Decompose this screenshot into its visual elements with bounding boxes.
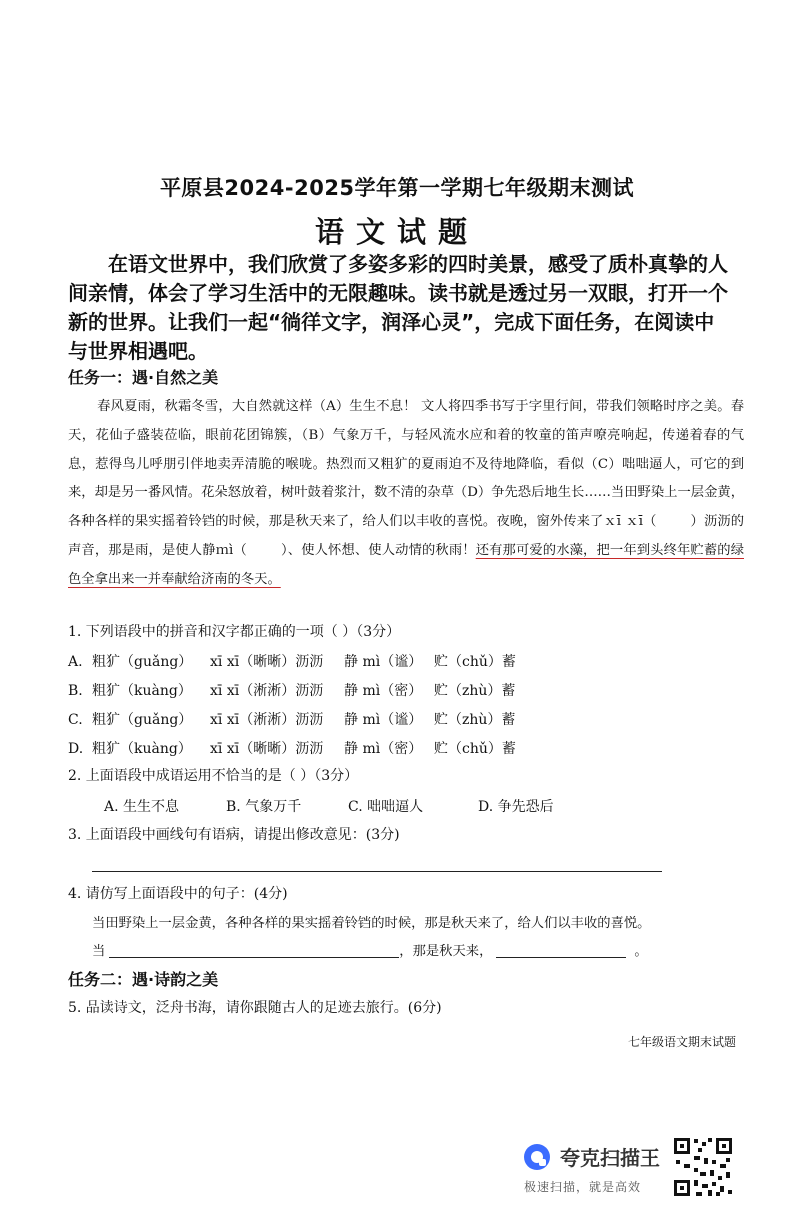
option-label: D. — [68, 741, 84, 757]
answer-blank — [496, 943, 626, 958]
option-cell: xī xī（晰晰）沥沥 — [210, 654, 324, 670]
question-1-stem: 1. 下列语段中的拼音和汉字都正确的一项（ ）（3分） — [68, 624, 401, 640]
question-3-stem: 3. 上面语段中画线句有语病，请提出修改意见：(3分) — [68, 827, 400, 843]
question-1-option-a — [68, 651, 516, 671]
question-2-stem: 2. 上面语段中成语运用不恰当的是（ ）（3分） — [68, 768, 359, 784]
option-cell: xī xī（淅淅）沥沥 — [210, 683, 324, 699]
option-cell: 静 mì（谧） — [344, 712, 423, 728]
choice-b: B. 气象万千 — [226, 799, 302, 815]
intro-paragraph — [68, 250, 728, 366]
question-4-stem: 4. 请仿写上面语段中的句子：(4分) — [68, 886, 288, 902]
imitation-example: 当田野染上一层金黄，各种各样的果实摇着铃铛的时候，那是秋天来了，给人们以丰收的喜悦。 — [92, 916, 651, 931]
answer-blank — [109, 943, 399, 958]
choice-a: A. 生生不息 — [104, 799, 180, 815]
option-cell: 粗犷（kuàng） — [92, 741, 192, 757]
passage-mid1: ）沥沥的声音，那是雨，是使人静ｍì（ — [68, 514, 745, 558]
option-label: A. — [68, 654, 83, 670]
task1-passage — [68, 393, 744, 595]
page-footer: 七年级语文期末试题 — [628, 1035, 737, 1049]
exam-subtitle: 语文试题 — [314, 215, 479, 249]
option-label: B. — [68, 683, 83, 699]
question-1-option-b — [68, 680, 515, 700]
imitation-prefix: 当 — [92, 944, 106, 959]
option-cell: 粗犷（kuàng） — [92, 683, 192, 699]
imitation-answer-row — [92, 940, 648, 959]
exam-title: 平原县2024-2025学年第一学期七年级期末测试 — [159, 176, 635, 200]
option-cell: 贮（zhù）蓄 — [434, 712, 516, 728]
choice-c: C. 咄咄逼人 — [348, 799, 424, 815]
question-2-choices — [104, 796, 554, 816]
intro-text: 在语文世界中，我们欣赏了多姿多彩的四时美景，感受了质朴真挚的人间亲情，体会了学习生活中的无限趣味。读书就是透过另一双眼，打开一个新的世界。让我们一起“徜徉文字，润泽心灵”，完成下面任务，在阅读中与世界相遇吧。 — [68, 252, 728, 363]
option-cell: 粗犷（guǎng） — [92, 712, 193, 728]
option-cell: 贮（chǔ）蓄 — [434, 741, 516, 757]
question-1-option-c — [68, 709, 515, 729]
scanner-watermark — [522, 1136, 742, 1200]
option-cell: 静 mì（谧） — [344, 654, 423, 670]
scanner-slogan: 极速扫描，就是高效 — [524, 1180, 642, 1194]
imitation-middle: ，那是秋天来， — [399, 944, 493, 959]
option-cell: xī xī（淅淅）沥沥 — [210, 712, 324, 728]
question-1-option-d — [68, 738, 516, 758]
option-cell: 贮（zhù）蓄 — [434, 683, 516, 699]
imitation-suffix: 。 — [634, 944, 648, 959]
option-cell: 粗犷（guǎng） — [92, 654, 193, 670]
option-cell: xī xī（晰晰）沥沥 — [210, 741, 324, 757]
task1-heading: 任务一：遇·自然之美 — [68, 368, 219, 387]
option-label: C. — [68, 712, 83, 728]
option-cell: 静 mì（密） — [344, 683, 423, 699]
scanner-name: 夸克扫描王 — [560, 1146, 660, 1170]
option-cell: 静 mì（密） — [344, 741, 423, 757]
passage-mid2: ）、使人怀想、使人动情的秋雨！ — [280, 542, 476, 558]
underlined-sentence: 还有那可爱的水藻，把一年到头终年贮蓄的绿色全拿出来一并奉献给济南的冬天。 — [68, 542, 744, 587]
choice-d: D. 争先恐后 — [478, 799, 554, 815]
scanner-logo-icon — [522, 1142, 552, 1172]
option-cell: 贮（chǔ）蓄 — [434, 654, 516, 670]
passage-main: 春风夏雨，秋霜冬雪，大自然就这样（A）生生不息！ 文人将四季书写于字里行间，带我们领略时序之美。春天，花仙子盛装莅临，眼前花团锦簇，（B）气象万千，与轻风流水应和着的牧童的笛声嘹亮响起，传递着春的气息，惹得鸟儿呼朋引伴地卖弄清脆的喉咙。热烈而又粗犷的夏雨迫不及待地降临，看似（C）咄咄逼人，可它的到来，却是另一番风情。花朵怒放着，树叶鼓着浆汁，数不清的杂草（D）争先恐后地生长……当田野染上一层金黄，各种各样的果实摇着铃铛的时候，那是秋天来了，给人们以丰收的喜悦。夜晚，窗外传来了ｘī ｘī（ — [68, 399, 744, 530]
question-5-stem: 5. 品读诗文，泛舟书海，请你跟随古人的足迹去旅行。(6分) — [68, 1000, 442, 1016]
answer-line — [92, 871, 662, 872]
task2-heading: 任务二：遇·诗韵之美 — [68, 970, 219, 989]
qr-code-icon — [672, 1136, 734, 1198]
